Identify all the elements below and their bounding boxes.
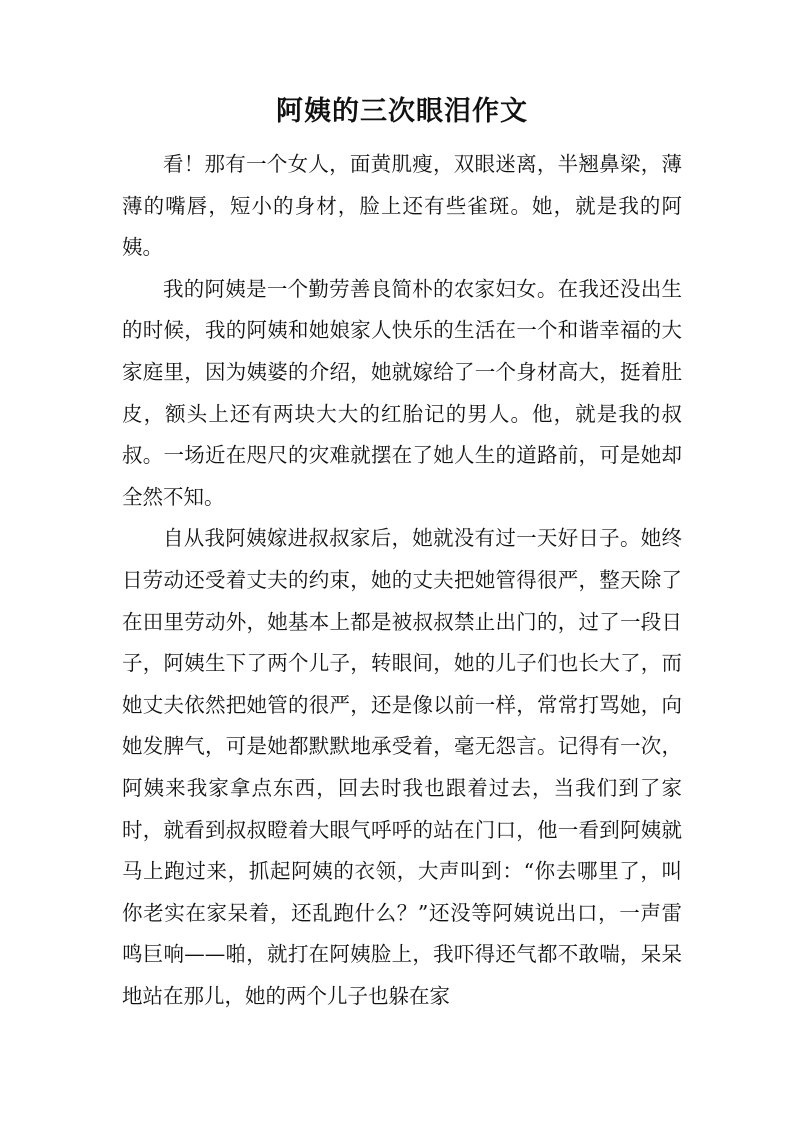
paragraph-1: 看！那有一个女人，面黄肌瘦，双眼迷离，半翘鼻梁，薄薄的嘴唇，短小的身材，脸上还有些雀斑。她，就是我的阿姨。 [122, 152, 682, 260]
document-page [122, 92, 682, 1017]
paragraph-2: 我的阿姨是一个勤劳善良简朴的农家妇女。在我还没出生的时候，我的阿姨和她娘家人快乐的生活在一个和谐幸福的大家庭里，因为姨婆的介绍，她就嫁给了一个身材高大，挺着肚皮，额头上还有两块大大的红胎记的男人。他，就是我的叔叔。一场近在咫尺的灾难就摆在了她人生的道路前，可是她却全然不知。 [122, 276, 682, 509]
document-title: 阿姨的三次眼泪作文 [276, 96, 528, 127]
paragraph-3: 自从我阿姨嫁进叔叔家后，她就没有过一天好日子。她终日劳动还受着丈夫的约束，她的丈夫把她管得很严，整天除了在田里劳动外，她基本上都是被叔叔禁止出门的，过了一段日子，阿姨生下了两个儿子，转眼间，她的儿子们也长大了，而她丈夫依然把她管的很严，还是像以前一样，常常打骂她，向她发脾气，可是她都默默地承受着，毫无怨言。记得有一次，阿姨来我家拿点东西，回去时我也跟着过去，当我们到了家时，就看到叔叔瞪着大眼气呼呼的站在门口，他一看到阿姨就马上跑过来，抓起阿姨的衣领，大声叫到：“你去哪里了，叫你老实在家呆着，还乱跑什么？”还没等阿姨说出口，一声雷鸣巨响——啪，就打在阿姨脸上，我吓得还气都不敢喘，呆呆地站在那儿，她的两个儿子也躲在家 [122, 526, 682, 1008]
